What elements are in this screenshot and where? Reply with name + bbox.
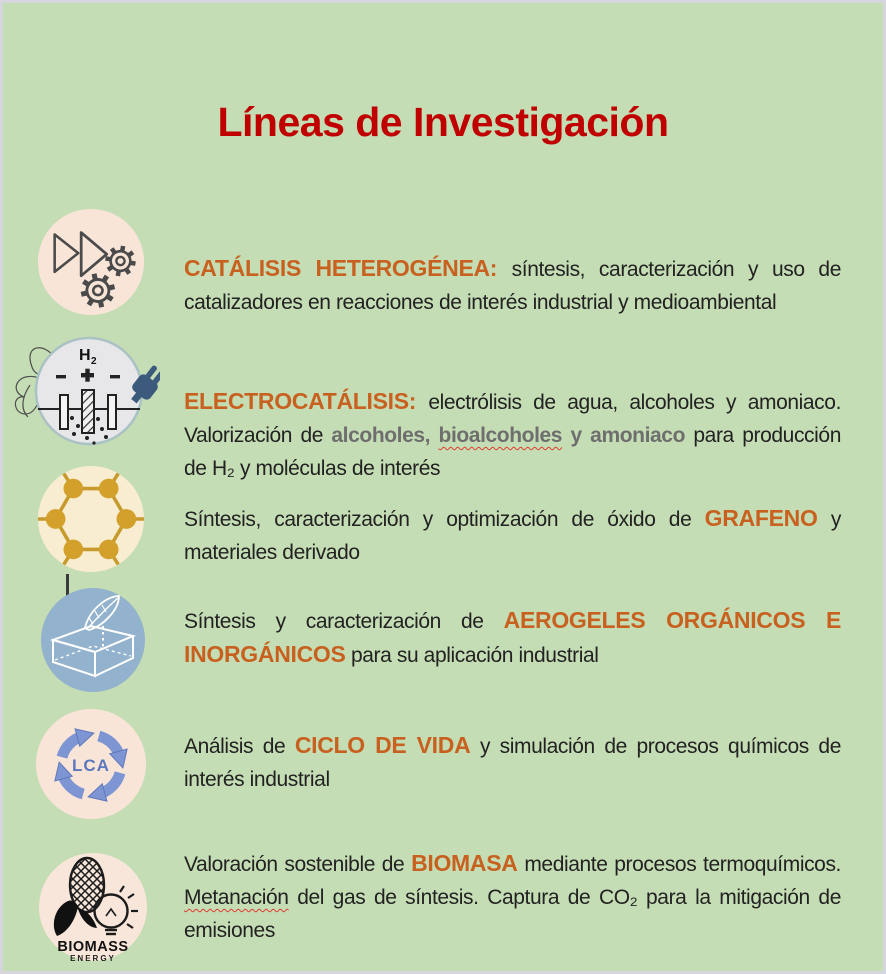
text-run-body: para producción de H₂ y moléculas de interés [184, 424, 841, 480]
graphene-hexagon-icon [36, 464, 146, 574]
energy-label: ENERGY [70, 954, 116, 963]
text-run-heading: GRAFENO [704, 505, 818, 531]
text-run-body: Síntesis y caracterización de [184, 610, 504, 633]
fast-forward-gears-icon [36, 207, 146, 317]
text-run-body: del gas de síntesis. Captura de CO₂ para la mitigación de emisiones [184, 886, 841, 942]
research-item-grafeno-text [184, 502, 841, 569]
text-run-body: para su aplicación industrial [345, 644, 599, 667]
research-item-aerogeles-text [184, 604, 841, 672]
text-run-heading: CICLO DE VIDA [294, 732, 471, 758]
research-item-ciclo-de-vida-text [184, 729, 841, 796]
text-run-body: y materiales derivado [184, 508, 841, 564]
biomass-label: BIOMASS [57, 939, 129, 955]
biomass-energy-icon [37, 851, 149, 963]
lca-cycle-icon [34, 707, 148, 821]
text-run-heading: BIOMASA [411, 850, 518, 876]
aerogel-feather-box-icon [39, 584, 147, 692]
text-run-heading: AEROGELES ORGÁNICOS E INORGÁNICOS [184, 607, 841, 667]
text-run-gray: y amoniaco [562, 424, 685, 447]
hydrogen-electrolysis-icon [8, 333, 160, 451]
text-run-body: y simulación de procesos químicos de interés industrial [184, 735, 841, 791]
text-run-heading: CATÁLISIS HETEROGÉNEA: [184, 255, 512, 281]
text-run-wavy: Metanación [184, 886, 289, 909]
text-run-body: electrólisis de agua, alcoholes y amoniaco. Valorización de [184, 391, 841, 447]
text-run-body: Síntesis, caracterización y optimización de óxido de [184, 508, 705, 531]
research-item-electrocatalisis-text [184, 385, 841, 485]
research-item-catalisis-text [184, 252, 841, 319]
text-run-gray: alcoholes, [331, 424, 439, 447]
text-run-heading: ELECTROCATÁLISIS: [184, 388, 429, 414]
h2-label: H [79, 347, 91, 364]
text-run-body: mediante procesos termoquímicos. [517, 853, 841, 876]
text-run-body: Valoración sostenible de [184, 853, 412, 876]
text-run-body: Análisis de [184, 735, 295, 758]
lca-label: LCA [72, 756, 110, 775]
h2-subscript: 2 [91, 356, 97, 367]
research-item-biomasa-text [184, 847, 841, 947]
page-title: Líneas de Investigación [217, 99, 669, 145]
text-run-body: síntesis, caracterización y uso de catalizadores en reacciones de interés industrial y medioambiental [184, 258, 841, 314]
text-run-graywavy: bioalcoholes [438, 424, 563, 447]
